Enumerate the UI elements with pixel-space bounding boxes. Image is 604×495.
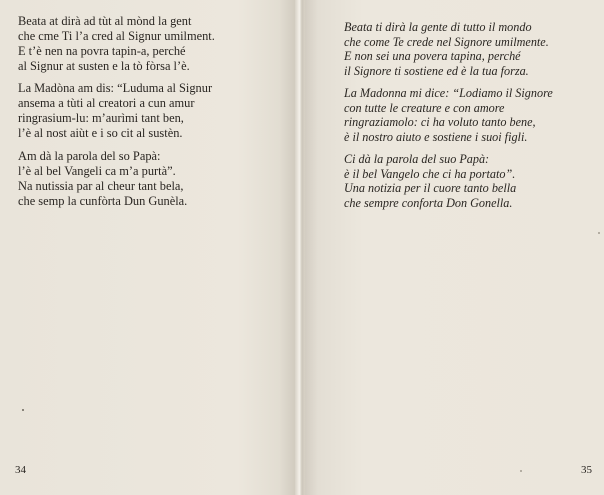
book-gutter bbox=[295, 0, 305, 495]
poem-line: che semp la cunfòrta Dun Gunèla. bbox=[18, 194, 188, 208]
left-stanza-1 bbox=[18, 14, 215, 74]
poem-line: Una notizia per il cuore tanto bella bbox=[344, 181, 517, 195]
poem-line: che sempre conforta Don Gonella. bbox=[344, 195, 513, 210]
poem-line: ringrasium-lu: m’aurìmi tant ben, bbox=[18, 111, 184, 125]
right-stanza-2 bbox=[344, 86, 553, 144]
paper-speck bbox=[598, 232, 600, 234]
poem-line: l’è al nost aiùt e i so cit al sustèn. bbox=[18, 126, 183, 140]
poem-line: Beata at dirà ad tùt al mònd la gent bbox=[18, 14, 192, 28]
poem-line: al Signur at susten e la tò fòrsa l’è. bbox=[18, 59, 190, 73]
poem-line: l’è al bel Vangeli ca m’a purtà”. bbox=[18, 164, 176, 178]
poem-line: Am dà la parola del so Papà: bbox=[18, 149, 161, 163]
paper-speck bbox=[520, 470, 522, 472]
page-number-left: 34 bbox=[15, 464, 26, 476]
poem-line: Beata ti dirà la gente di tutto il mondo bbox=[344, 20, 532, 34]
poem-line: è il bel Vangelo che ci ha portato”. bbox=[344, 166, 516, 181]
page-number-right: 35 bbox=[581, 464, 592, 476]
poem-line: E non sei una povera tapina, perché bbox=[344, 49, 521, 63]
poem-line: che come Te crede nel Signore umilmente. bbox=[344, 34, 549, 49]
paper-speck bbox=[22, 409, 24, 411]
poem-line: è il nostro aiuto e sostiene i suoi figli. bbox=[344, 129, 528, 144]
left-page bbox=[0, 0, 297, 495]
left-stanza-2 bbox=[18, 81, 212, 141]
right-stanza-1 bbox=[344, 20, 549, 78]
right-stanza-3 bbox=[344, 152, 516, 210]
left-stanza-3 bbox=[18, 149, 187, 209]
poem-line: il Signore ti sostiene ed è la tua forza. bbox=[344, 63, 529, 78]
poem-line: La Madonna mi dice: “Lodiamo il Signore bbox=[344, 86, 553, 100]
poem-line: La Madòna am dis: “Luduma al Signur bbox=[18, 81, 213, 95]
poem-line: Na nutissia par al cheur tant bela, bbox=[18, 179, 184, 193]
poem-line: che cme Ti l’a cred al Signur umilment. bbox=[18, 29, 215, 43]
poem-line: ringraziamolo: ci ha voluto tanto bene, bbox=[344, 115, 536, 129]
poem-line: ansema a tùti al creatori a cun amur bbox=[18, 96, 195, 110]
poem-line: con tutte le creature e con amore bbox=[344, 100, 505, 115]
poem-line: Ci dà la parola del suo Papà: bbox=[344, 152, 490, 166]
poem-line: E t’è nen na povra tapin-a, perché bbox=[18, 44, 186, 58]
